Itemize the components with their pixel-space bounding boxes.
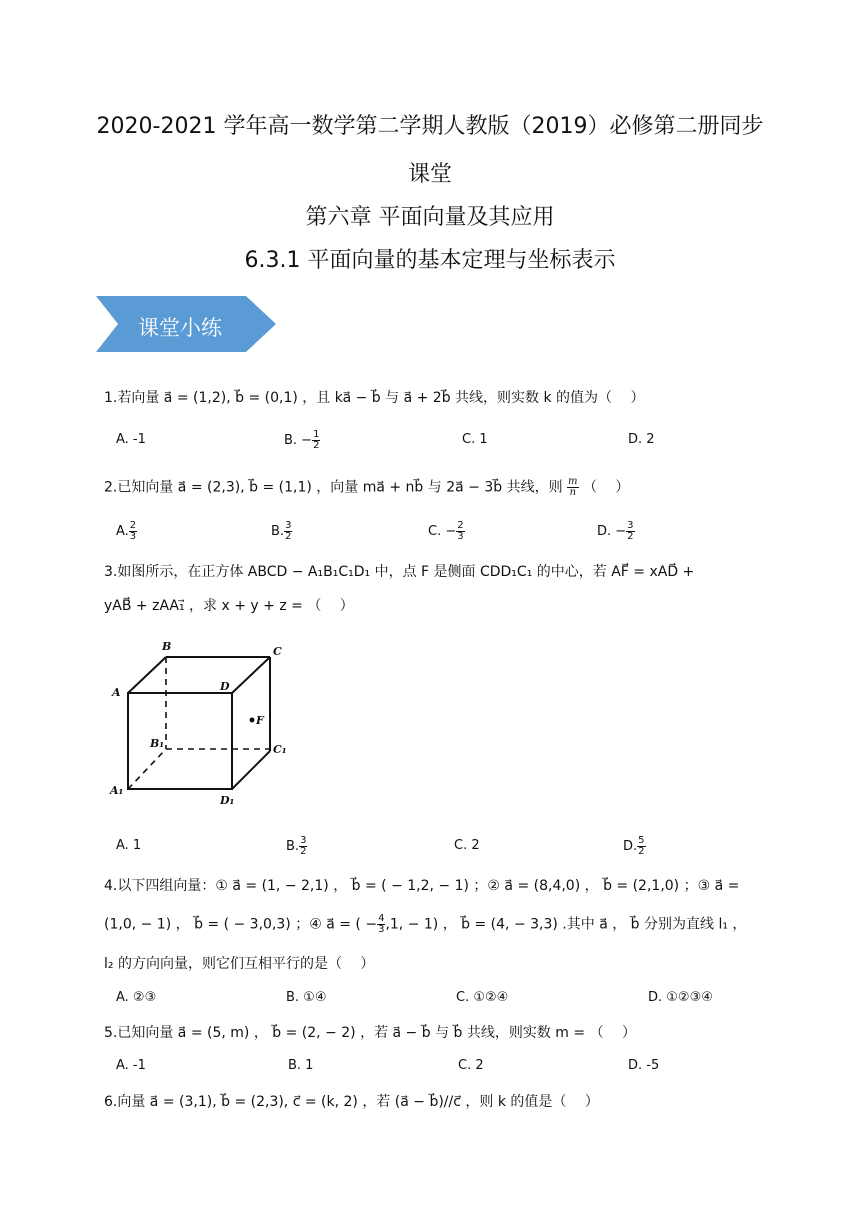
q1-option-a[interactable]: A. -1	[116, 432, 146, 447]
fraction: $\frac{2}{3}$	[129, 520, 137, 542]
fraction: $\frac{2}{3}$	[457, 520, 464, 542]
question-3-line1: 3.如图所示，在正方体 ABCD − A₁B₁C₁D₁ 中，点 F 是侧面 CDD₁C₁ 的中心，若 AF⃗ = xAD⃗ +	[104, 564, 695, 580]
question-4-line2: (1,0, − 1) ， b⃗ = ( − 3,0,3) ；④ a⃗ = ( − $\frac{4}{3}$ ,1, − 1) ， b⃗ = (4, − 3,3) .其中 a⃗ ， b⃗ 分别为直线 l₁ ，	[104, 913, 747, 935]
cube-label-c: C	[273, 645, 282, 658]
q1-option-c[interactable]: C. 1	[462, 432, 488, 447]
banner-label: 课堂小练	[138, 316, 222, 340]
cube-label-a: A	[112, 686, 121, 699]
question-6: 6.向量 a⃗ = (3,1), b⃗ = (2,3), c⃗ = (k, 2) ，若 (a⃗ − b⃗)//c⃗ ，则 k 的值是（ ）	[104, 1094, 599, 1110]
q2-option-c[interactable]: C. − $\frac{2}{3}$	[428, 520, 464, 542]
q4-option-d[interactable]: D. ①②③④	[648, 990, 713, 1005]
doc-title-line2: 课堂	[407, 162, 452, 187]
cube-label-b: B	[162, 640, 172, 653]
q4-option-a[interactable]: A. ②③	[116, 990, 157, 1005]
cube-label-f: F	[256, 714, 264, 727]
q5-option-b[interactable]: B. 1	[288, 1058, 314, 1073]
question-1: 1.若向量 a⃗ = (1,2), b⃗ = (0,1) ，且 ka⃗ − b⃗ 与 a⃗ + 2b⃗ 共线，则实数 k 的值为（ ）	[104, 390, 645, 406]
question-2: 2.已知向量 a⃗ = (2,3), b⃗ = (1,1) ，向量 ma⃗ + nb⃗ 与 2a⃗ − 3b⃗ 共线，则 $\frac{m}{n}$ （ ）	[104, 476, 630, 498]
fraction: $\frac{3}{2}$	[285, 520, 292, 542]
q3-option-a[interactable]: A. 1	[116, 838, 142, 853]
fraction: $\frac{m}{n}$	[568, 476, 578, 498]
q2-option-b[interactable]: B. $\frac{3}{2}$	[271, 520, 292, 542]
q1-option-b[interactable]: B. − $\frac{1}{2}$	[284, 429, 320, 451]
question-5: 5.已知向量 a⃗ = (5, m) ， b⃗ = (2, − 2) ，若 a⃗ − b⃗ 与 b⃗ 共线，则实数 m = （ ）	[104, 1025, 637, 1041]
question-3-line2: yAB⃗ + zAA₁⃗ ，求 x + y + z = （ ）	[104, 598, 354, 614]
section-title: 6.3.1 平面向量的基本定理与坐标表示	[244, 248, 616, 273]
q1-option-d[interactable]: D. 2	[628, 432, 655, 447]
cube-label-d: D	[220, 680, 230, 693]
q4-option-c[interactable]: C. ①②④	[456, 990, 509, 1005]
q3-option-c[interactable]: C. 2	[454, 838, 480, 853]
q2-option-d[interactable]: D. − $\frac{3}{2}$	[597, 520, 634, 542]
question-4-line3: l₂ 的方向向量，则它们互相平行的是（ ）	[104, 956, 375, 972]
cube-label-d1: D₁	[220, 794, 235, 807]
cube-label-a1: A₁	[110, 784, 124, 797]
cube-figure	[108, 636, 298, 816]
question-4-line1: 4.以下四组向量：① a⃗ = (1, − 2,1) ， b⃗ = ( − 1,2, − 1) ；② a⃗ = (8,4,0) ， b⃗ = (2,1,0) ；③ a⃗ =	[104, 878, 740, 894]
q5-option-a[interactable]: A. -1	[116, 1058, 146, 1073]
q4-option-b[interactable]: B. ①④	[286, 990, 327, 1005]
q3-option-b[interactable]: B. $\frac{3}{2}$	[286, 835, 307, 857]
cube-label-b1: B₁	[150, 737, 165, 750]
fraction: $\frac{1}{2}$	[313, 429, 320, 451]
cube-label-c1: C₁	[273, 743, 287, 756]
q5-option-c[interactable]: C. 2	[458, 1058, 484, 1073]
fraction: $\frac{4}{3}$	[378, 913, 385, 935]
doc-title-line1: 2020-2021 学年高一数学第二学期人教版（2019）必修第二册同步	[96, 114, 764, 139]
chapter-title: 第六章 平面向量及其应用	[305, 205, 555, 230]
fraction: $\frac{3}{2}$	[300, 835, 307, 857]
q3-option-d[interactable]: D. $\frac{5}{2}$	[623, 835, 645, 857]
q5-option-d[interactable]: D. -5	[628, 1058, 660, 1073]
fraction: $\frac{3}{2}$	[627, 520, 634, 542]
fraction: $\frac{5}{2}$	[638, 835, 645, 857]
q2-option-a[interactable]: A. $\frac{2}{3}$	[116, 520, 137, 542]
